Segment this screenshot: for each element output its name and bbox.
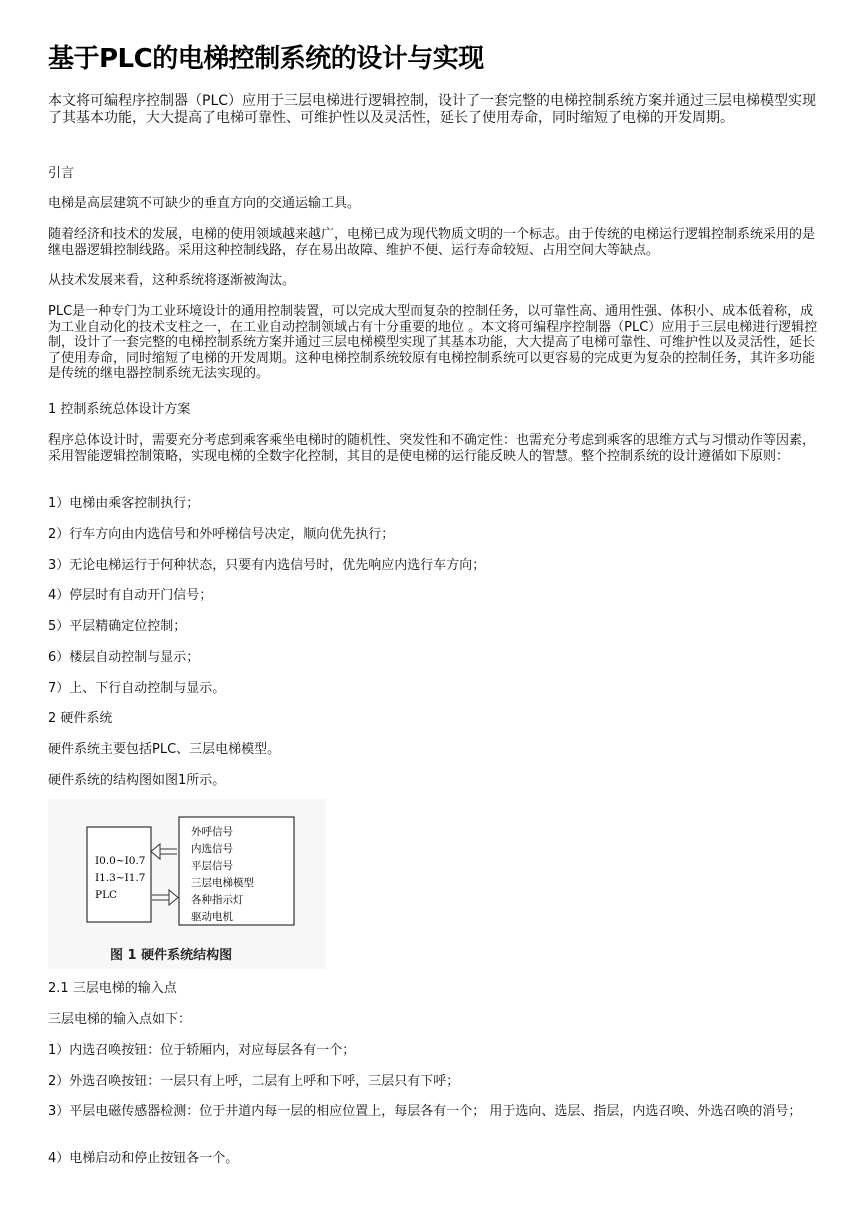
- signal-label: 平层信号: [191, 860, 233, 872]
- list-item: 1）内选召唤按钮：位于轿厢内，对应每层各有一个；: [48, 1043, 356, 1058]
- paragraph: 硬件系统的结构图如图1所示。: [48, 773, 226, 788]
- list-item: 1）电梯由乘客控制执行；: [48, 496, 200, 511]
- list-item: 4）电梯启动和停止按钮各一个。: [48, 1151, 239, 1166]
- paragraph: 硬件系统主要包括PLC、三层电梯模型。: [48, 742, 281, 757]
- paragraph-intro-heading: 引言: [48, 166, 75, 181]
- plc-label: PLC: [95, 889, 118, 901]
- list-item: 3）无论电梯运行于何种状态，只要有内选信号时，优先响应内选行车方向；: [48, 558, 486, 573]
- list-item: 6）楼层自动控制与显示；: [48, 650, 200, 665]
- list-item: 4）停层时有自动开门信号；: [48, 588, 213, 603]
- hardware-structure-figure: [48, 799, 326, 969]
- paragraph: 程序总体设计时，需要充分考虑到乘客乘坐电梯时的随机性、突发性和不确定性：也需充分考虑到乘客的思维方式与习惯动作等因素，采用智能逻辑控制策略，实现电梯的全数字化控制，其目的是使电梯的运行能反映人的智慧。整个控制系统的设计遵循如下原则：: [48, 433, 816, 464]
- signal-label: 三层电梯模型: [191, 877, 254, 889]
- signal-label: 各种指示灯: [191, 894, 244, 906]
- list-item: 2）外选召唤按钮：一层只有上呼，二层有上呼和下呼，三层只有下呼；: [48, 1074, 460, 1089]
- figure-caption: 图 1 硬件系统结构图: [110, 948, 233, 963]
- section-heading: 2.1 三层电梯的输入点: [48, 981, 177, 996]
- plc-label: I0.0~I0.7: [95, 855, 146, 867]
- signal-label: 内选信号: [191, 843, 233, 855]
- section-heading: 2 硬件系统: [48, 711, 113, 726]
- paragraph: 从技术发展来看，这种系统将逐渐被淘汰。: [48, 273, 296, 288]
- page-title: 基于PLC的电梯控制系统的设计与实现: [48, 44, 484, 74]
- paragraph: 电梯是高层建筑不可缺少的垂直方向的交通运输工具。: [48, 196, 361, 211]
- signal-label: 外呼信号: [191, 826, 233, 838]
- plc-label: I1.3~I1.7: [95, 872, 146, 884]
- signal-label: 驱动电机: [191, 911, 233, 923]
- list-item: 2）行车方向由内选信号和外呼梯信号决定，顺向优先执行；: [48, 527, 395, 542]
- paragraph: 三层电梯的输入点如下：: [48, 1012, 192, 1027]
- section-heading: 1 控制系统总体设计方案: [48, 402, 191, 417]
- list-item: 5）平层精确定位控制；: [48, 619, 187, 634]
- list-item: 7）上、下行自动控制与显示。: [48, 681, 226, 696]
- abstract: 本文将可编程序控制器（PLC）应用于三层电梯进行逻辑控制，设计了一套完整的电梯控制系统方案并通过三层电梯模型实现了其基本功能，大大提高了电梯可靠性、可维护性以及灵活性，延长了使用寿命，同时缩短了电梯的开发周期。: [48, 93, 817, 126]
- paragraph: 随着经济和技术的发展，电梯的使用领域越来越广，电梯已成为现代物质文明的一个标志。由于传统的电梯运行逻辑控制系统采用的是继电器逻辑控制线路。采用这种控制线路，存在易出故障、维护不便、运行寿命较短、占用空间大等缺点。: [48, 227, 816, 258]
- paragraph: PLC是一种专门为工业环境设计的通用控制装置，可以完成大型而复杂的控制任务，以可靠性高、通用性强、体积小、成本低着称，成为工业自动化的技术支柱之一，在工业自动控制领域占有十分重要的地位 。本文将可编程序控制器（PLC）应用于三层电梯进行逻辑控制，设计了一套完整的电梯控制系统方案并通过三层电梯模型实现了其基本功能，大大提高了电梯可靠性、可维护性以及灵活性，延长了使用寿命，同时缩短了电梯的开发周期。这种电梯控制系统较原有电梯控制系统可以更容易的完成更为复杂的控制任务，其许多功能是传统的继电器控制系统无法实现的。: [48, 304, 818, 381]
- list-item: 3）平层电磁传感器检测：位于井道内每一层的相应位置上，每层各有一个； 用于选向、选层、指层，内选召唤、外选召唤的消号；: [48, 1104, 802, 1119]
